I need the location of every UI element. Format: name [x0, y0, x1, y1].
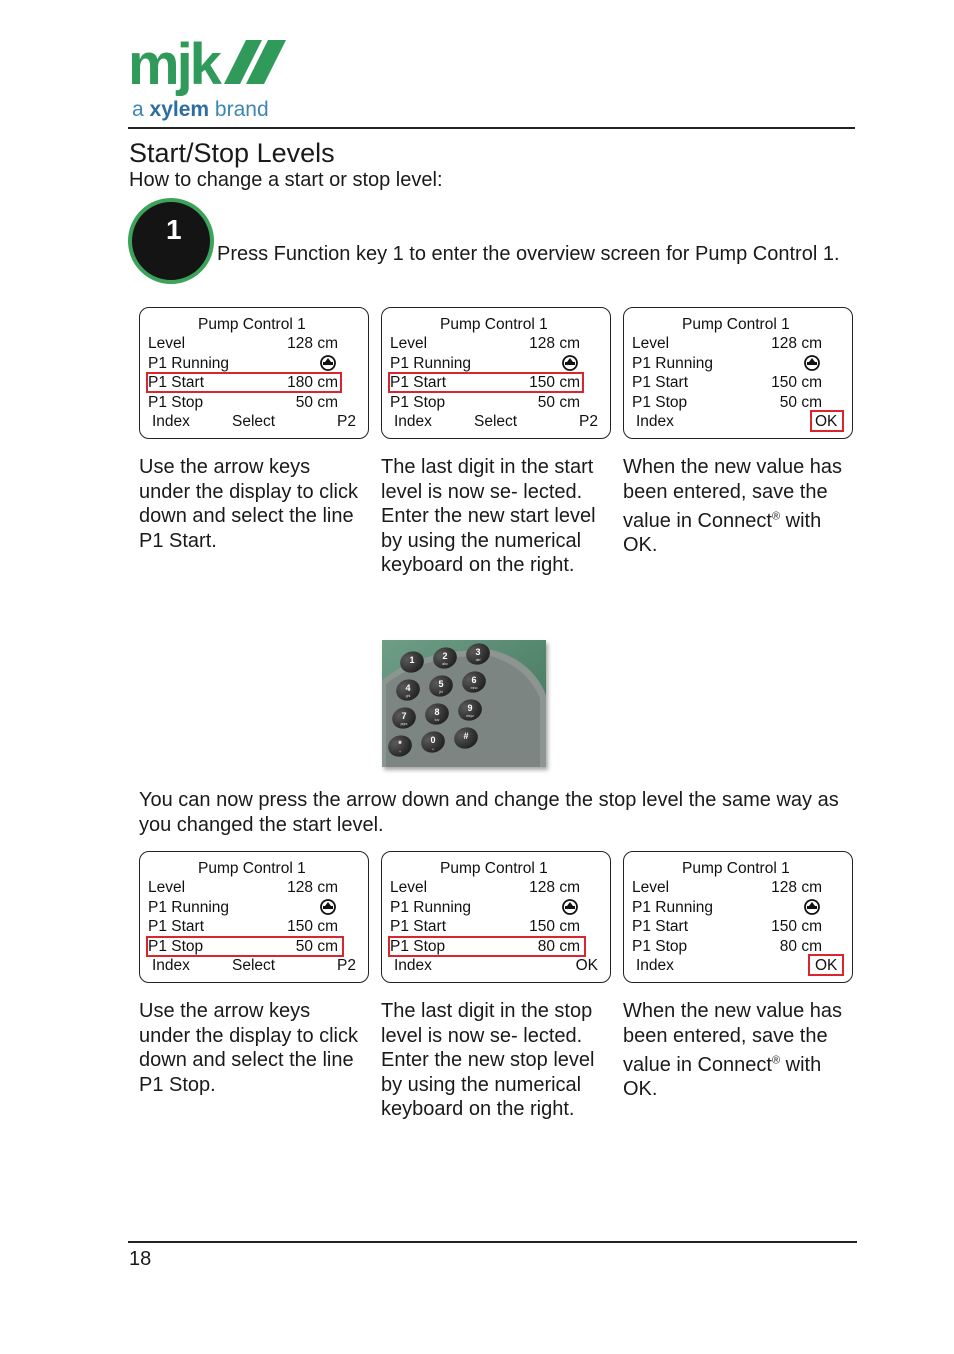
svg-text:1: 1	[409, 655, 415, 665]
softkey-select[interactable]: Select	[474, 413, 518, 430]
level-value: 128 cm	[529, 879, 580, 896]
stop-value: 80 cm	[537, 938, 580, 955]
level-value: 128 cm	[287, 335, 338, 352]
softkey-index[interactable]: Index	[394, 957, 432, 974]
svg-text:8: 8	[434, 707, 440, 717]
caption-save-stop	[623, 999, 848, 1102]
pump-icon	[804, 899, 820, 915]
page-subtitle: How to change a start or stop level:	[129, 169, 443, 191]
svg-text:def: def	[475, 658, 481, 662]
pump-icon	[320, 355, 336, 371]
level-value: 128 cm	[771, 335, 822, 352]
display-select-stop	[139, 851, 369, 983]
softkey-index[interactable]: Index	[152, 413, 190, 430]
stop-label: P1 Stop	[390, 938, 446, 955]
level-label: Level	[390, 879, 428, 896]
stop-label: P1 Stop	[148, 394, 204, 411]
svg-text:5: 5	[438, 679, 444, 689]
footer-rule	[128, 1241, 857, 1243]
tagline-suffix: brand	[214, 98, 269, 121]
start-value: 150 cm	[529, 374, 580, 391]
stop-value: 50 cm	[295, 938, 338, 955]
softkey-index[interactable]: Index	[636, 957, 674, 974]
svg-text:+: +	[398, 750, 402, 754]
stop-value: 80 cm	[779, 938, 822, 955]
running-label: P1 Running	[390, 899, 472, 916]
caption-save-start-text: When the new value has been entered, save the value in Connect® with OK.	[623, 456, 843, 557]
pump-icon	[804, 355, 820, 371]
display-edit-start	[381, 307, 611, 439]
softkey-p2[interactable]: P2	[337, 413, 356, 430]
svg-text:4: 4	[405, 683, 411, 693]
step-instruction: Press Function key 1 to enter the overview screen for Pump Control 1.	[217, 243, 840, 265]
tagline-prefix: a	[132, 98, 144, 121]
display-edit-stop	[381, 851, 611, 983]
start-value: 180 cm	[287, 374, 338, 391]
caption-edit-start: The last digit in the start level is now se- lected. Enter the new start level by using the numerical keyboard on the right.	[381, 456, 596, 576]
start-label: P1 Start	[632, 374, 688, 391]
start-value: 150 cm	[771, 374, 822, 391]
brand-tagline	[132, 98, 269, 122]
level-label: Level	[632, 335, 670, 352]
start-value: 150 cm	[287, 918, 338, 935]
stop-label: P1 Stop	[632, 394, 688, 411]
svg-text:wxyz: wxyz	[466, 714, 474, 718]
display-title: Pump Control 1	[682, 316, 790, 333]
svg-text:6: 6	[471, 675, 477, 685]
svg-text:abc: abc	[442, 662, 448, 666]
caption-select-start: Use the arrow keys under the display to click down and select the line P1 Start.	[139, 456, 359, 552]
page-number: 18	[129, 1248, 152, 1270]
display-title: Pump Control 1	[198, 860, 306, 877]
level-value: 128 cm	[287, 879, 338, 896]
start-value: 150 cm	[771, 918, 822, 935]
start-label: P1 Start	[148, 374, 204, 391]
svg-text:tuv: tuv	[434, 718, 440, 722]
running-label: P1 Running	[632, 899, 714, 916]
svg-text:ghi: ghi	[405, 694, 411, 698]
pump-icon	[320, 899, 336, 915]
running-label: P1 Running	[148, 899, 230, 916]
caption-save-start	[623, 455, 848, 558]
svg-text:7: 7	[401, 711, 407, 721]
softkey-ok[interactable]: OK	[815, 413, 838, 430]
display-title: Pump Control 1	[682, 860, 790, 877]
svg-text:mno: mno	[470, 686, 478, 690]
logo-wordmark: mjk	[128, 38, 219, 97]
start-label: P1 Start	[390, 374, 446, 391]
step-number: 1	[166, 214, 182, 245]
running-label: P1 Running	[390, 355, 472, 372]
softkey-select[interactable]: Select	[232, 957, 276, 974]
tagline-brand: xylem	[149, 98, 210, 121]
display-save-start	[623, 307, 853, 439]
svg-text:9: 9	[467, 703, 473, 713]
caption-edit-stop: The last digit in the stop level is now se- lected. Enter the new stop level by using the numerical keyboard on the right.	[381, 1000, 595, 1120]
softkey-p2[interactable]: P2	[337, 957, 356, 974]
stop-value: 50 cm	[537, 394, 580, 411]
pump-icon	[562, 899, 578, 915]
display-select-start	[139, 307, 369, 439]
svg-text:3: 3	[475, 647, 481, 657]
stop-value: 50 cm	[295, 394, 338, 411]
softkey-ok[interactable]: OK	[815, 957, 838, 974]
caption-select-stop: Use the arrow keys under the display to click down and select the line P1 Stop.	[139, 1000, 359, 1096]
svg-text:0: 0	[430, 735, 436, 745]
softkey-ok[interactable]: OK	[575, 957, 598, 974]
softkey-index[interactable]: Index	[152, 957, 190, 974]
display-title: Pump Control 1	[440, 860, 548, 877]
svg-text:#: #	[463, 731, 469, 741]
display-save-stop	[623, 851, 853, 983]
softkey-select[interactable]: Select	[232, 413, 276, 430]
stop-label: P1 Stop	[390, 394, 446, 411]
level-label: Level	[390, 335, 428, 352]
middle-paragraph: You can now press the arrow down and change the stop level the same way as you changed the start level.	[139, 789, 839, 836]
numeric-keypad-image	[382, 640, 546, 767]
step-badge	[128, 198, 214, 284]
display-title: Pump Control 1	[198, 316, 306, 333]
start-value: 150 cm	[529, 918, 580, 935]
caption-save-stop-text: When the new value has been entered, save the value in Connect® with OK.	[623, 1000, 843, 1101]
svg-text:␣: ␣	[431, 746, 435, 750]
page-title: Start/Stop Levels	[129, 138, 335, 168]
svg-text:pqrs: pqrs	[400, 722, 408, 726]
start-label: P1 Start	[390, 918, 446, 935]
softkey-p2[interactable]: P2	[579, 413, 598, 430]
header-rule	[128, 127, 855, 129]
start-label: P1 Start	[148, 918, 204, 935]
svg-text:*: *	[398, 739, 402, 749]
softkey-index[interactable]: Index	[636, 413, 674, 430]
stop-label: P1 Stop	[632, 938, 688, 955]
svg-text:2: 2	[442, 651, 448, 661]
start-label: P1 Start	[632, 918, 688, 935]
level-value: 128 cm	[771, 879, 822, 896]
level-label: Level	[632, 879, 670, 896]
stop-value: 50 cm	[779, 394, 822, 411]
svg-text:jkl: jkl	[439, 690, 443, 694]
level-label: Level	[148, 335, 186, 352]
pump-icon	[562, 355, 578, 371]
running-label: P1 Running	[632, 355, 714, 372]
softkey-index[interactable]: Index	[394, 413, 432, 430]
running-label: P1 Running	[148, 355, 230, 372]
level-value: 128 cm	[529, 335, 580, 352]
level-label: Level	[148, 879, 186, 896]
stop-label: P1 Stop	[148, 938, 204, 955]
display-title: Pump Control 1	[440, 316, 548, 333]
